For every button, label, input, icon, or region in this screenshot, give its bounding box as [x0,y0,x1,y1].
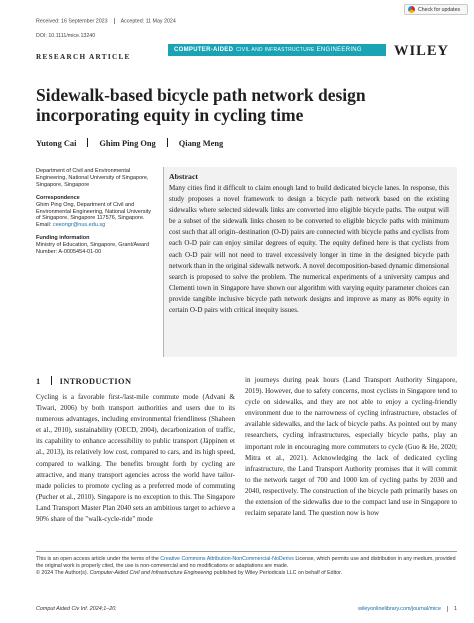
author-name[interactable]: Qiang Meng [178,139,224,148]
crossmark-icon [408,6,415,13]
section-title: INTRODUCTION [59,377,132,386]
divider [167,138,168,147]
article-title: Sidewalk-based bicycle path network design incorporating equity in cycling time [36,85,366,125]
footnote-divider [36,551,457,552]
received-date: Received: 16 September 2023 [36,18,108,25]
affiliation-dept: Department of Civil and Environmental Engineering, National University of Singapore, Singapore, Singapore [36,168,149,188]
publisher-logo: WILEY [394,43,449,59]
author-list [36,138,223,148]
funding-body: Ministry of Education, Singapore, Grant/Award Number: A-0005454-01-00 [36,242,150,256]
check-updates-label: Check for updates [418,6,461,13]
author-name[interactable]: Yutong Cai [36,139,77,148]
section-heading [36,376,131,386]
divider [51,376,52,385]
copyright-text: published by Wiley Periodicals LLC on behalf of Editor. [212,570,343,577]
accepted-date: Accepted: 11 May 2024 [120,18,176,25]
correspondence-heading: Correspondence [36,194,80,201]
submission-dates [36,18,176,24]
email-label: Email: [36,222,52,229]
correspondence-body: Ghim Ping Ong, Department of Civil and Environmental Engineering, National University of Singapore, Singapore 117576, Singapore. [36,201,151,222]
abstract-box [163,167,457,357]
footer-citation: Comput Aided Civ Inf. 2024;1–20. [36,606,117,612]
copyright-text: © 2024 The Author(s). [36,570,90,577]
divider [114,18,115,24]
email-line [36,222,154,229]
abstract-text: Many cities find it difficult to claim enough land to build dedicated bicycle lanes. In response, this study proposes a novel framework to design a bicycle path network based on the existing sidewalks where selected sidewalk links are converted into eligible bicycle paths. The output will be a subset of the sidewalk links chosen to be converted to eligible bicycle paths with minimum cost such that all origin–destination (O-D) pairs are connected with bicycle paths and cyclists from each O-D pair can enjoy similar degrees of equity. The equity defined here is that cyclists from each O-D pair will not need to travel excessively longer in time in the designed bicycle path network than in the original sidewalk network. A novel decomposition-based dynamic dimensional search is proposed to solve the problem. The numerical experiments of a university campus and Clementi town in Singapore have shown our algorithm with varying equity parameter choices can provide tangible inclusive bicycle path network designs and improve as many as 80% equity in certain O-D pairs with critical inequity issues. [169,184,449,315]
body-column-right: in journeys during peak hours (Land Transport Authority Singapore, 2019). However, due to safety concerns, most cyclists in Singapore tend to cycle on sidewalks, and they are not able to enjoy a cycling-friendly environment due to the narrowness of cycling infrastructure, obstacles of available sidewalks, and the lack of bicycle paths. As pointed out by many researchers, cycling infrastructures, especially bicycle paths, play an important role in encouraging more commuters to cycle (Guo & He, 2020; Mitra et al., 2021). Acknowledging the lack of dedicated cycling infrastructure, the Land Transport Authority promises that it will commit to the network target of 700 and 1000 km of cycling paths by 2030 and 2040, respectively. The construction of the bicycle path primarily bases on the extension of the sidewalks due to the compact land use in Singapore to reclaim separate land. The question now is how [245,376,457,518]
email-link[interactable]: ceeongr@nus.edu.sg [52,222,106,229]
doi[interactable]: DOI: 10.1111/mice.13240 [36,33,96,39]
journal-name-middle: CIVIL AND INFRASTRUCTURE [236,47,315,53]
license-note [36,556,457,578]
license-line-1 [36,556,457,570]
article-type: RESEARCH ARTICLE [36,53,131,61]
footer-right [358,606,457,612]
divider [87,138,88,147]
section-number: 1 [36,377,41,386]
abstract-heading: Abstract [169,172,199,181]
affiliation-sidebar [36,168,154,256]
author-name[interactable]: Ghim Ping Ong [99,139,156,148]
license-text: This is an open access article under the terms of the [36,556,161,562]
journal-title-italic: Computer-Aided Civil and Infrastructure Engineering [89,570,213,577]
funding-heading: Funding information [36,235,90,242]
journal-name-bold: COMPUTER-AIDED [174,47,234,53]
license-line-2 [36,570,457,577]
journal-banner [168,44,386,56]
license-text: License, which permits use and distribution in any medium, provided the original work is properly cited, the use is non-commercial and no modifications or adaptations are made. [36,556,456,570]
page-number: 1 [447,606,457,612]
journal-name-end: ENGINEERING [316,47,362,53]
body-column-left: Cycling is a favorable first-/last-mile commute mode (Advani & Tiwari, 2006) by both transport authorities and users due to its numerous advantages, including environmental friendliness (Shaheen et al., 2010), sustainability (OECD, 2004), decarbonization of traffic, its capability to enhance accessibility to public transport (Jäppinen et al., 2013), its relatively low cost, compared to cars, and its high speed, compared to walking. The benefits brought forth by cycling are attractive, and many transport agencies across the world have tailor-made policies to promote cycling as a preferred mode of commuting (Pucher et al., 2010). Singapore is no exception to this. The Singapore Land Transport Master Plan 2040 sets an ambitious target to achieve a 90% share of the "walk-cycle-ride" mode [36,393,235,524]
check-for-updates-button[interactable] [404,4,468,15]
license-link[interactable]: Creative Commons Attribution-NonCommercial-NoDerivs [160,556,294,562]
journal-website-link[interactable]: wileyonlinelibrary.com/journal/mice [358,606,441,612]
